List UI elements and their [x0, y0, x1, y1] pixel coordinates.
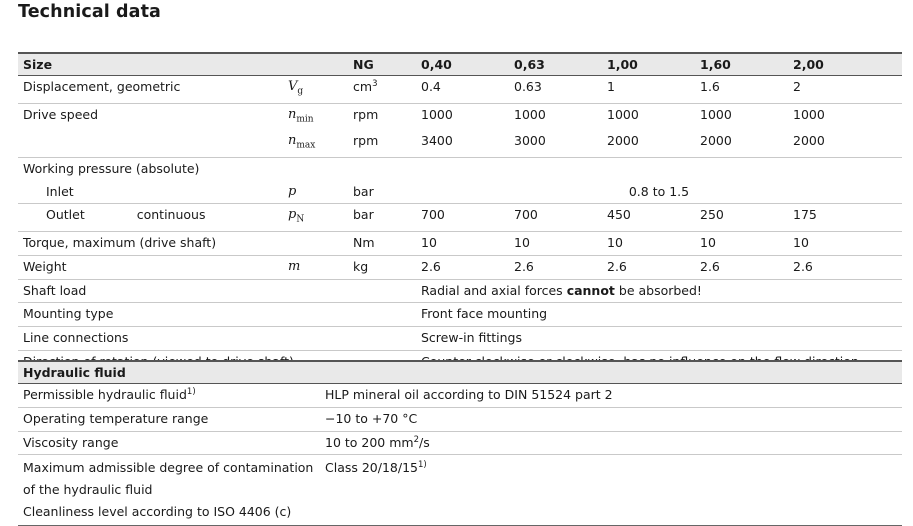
- row-label: Displacement, geometric: [18, 76, 283, 104]
- cell-value: 10: [695, 231, 788, 255]
- symbol: $n_{max}$: [283, 130, 348, 157]
- cell-value: 10: [602, 231, 695, 255]
- unit: Nm: [348, 231, 416, 255]
- cell-value: 0.8 to 1.5: [416, 181, 902, 204]
- symbol: p: [283, 181, 348, 204]
- drive-speed-max-row: [18, 130, 902, 157]
- cell-value: 3000: [509, 130, 602, 157]
- cell-value: 450: [602, 204, 695, 232]
- cell-value: 10: [416, 231, 509, 255]
- hydraulic-fluid-header-row: [18, 361, 902, 384]
- size-column: 1,60: [695, 53, 788, 76]
- row-label: Mounting type: [18, 303, 416, 327]
- size-column: 0,63: [509, 53, 602, 76]
- cell-value: 3400: [416, 130, 509, 157]
- connections-row: [18, 327, 902, 351]
- cell-value: 0.4: [416, 76, 509, 104]
- cell-value: 1000: [700, 106, 732, 122]
- ng-label: NG: [348, 53, 416, 76]
- cell-value: −10 to +70 °C: [320, 407, 902, 431]
- cell-value: HLP mineral oil according to DIN 51524 part 2: [320, 384, 902, 408]
- row-label: Working pressure (absolute): [23, 160, 200, 176]
- cell-value: Front face mounting: [416, 303, 902, 327]
- cell-value: Radial and axial forces cannot be absorbed!: [416, 279, 902, 303]
- cell-value: 2.6: [695, 255, 788, 279]
- unit: kg: [348, 255, 416, 279]
- row-label: Maximum admissible degree of contamination of the hydraulic fluid Cleanliness level according to ISO 4406 (c): [18, 455, 320, 526]
- cell-value: 10: [788, 231, 902, 255]
- cell-value: 2.6: [788, 255, 902, 279]
- size-column: 1,00: [602, 53, 695, 76]
- cell-value: 250: [695, 204, 788, 232]
- cell-value: 2000: [695, 130, 788, 157]
- unit: $cm^3$: [348, 76, 416, 104]
- row-label: Outlet continuous: [18, 204, 283, 232]
- row-label: Torque, maximum (drive shaft): [18, 231, 283, 255]
- cell-value: 1000: [421, 106, 453, 122]
- unit: bar: [348, 181, 416, 204]
- row-label: Permissible hydraulic fluid$^{1)}$: [18, 384, 320, 408]
- cell-value: 700: [509, 204, 602, 232]
- technical-data-table: [18, 52, 902, 375]
- cell-value: 2.6: [509, 255, 602, 279]
- working-pressure-row: [18, 157, 902, 180]
- cell-value: 0.63: [509, 76, 602, 104]
- cell-value: 1000: [607, 106, 639, 122]
- row-label: Operating temperature range: [18, 407, 320, 431]
- symbol: $p_N$: [283, 204, 348, 232]
- cell-value: Class 20/18/15$^{1)}$: [320, 455, 902, 526]
- cell-value: 10 to 200 $mm^2/s$: [320, 431, 902, 455]
- fluid-row: [18, 384, 902, 408]
- viscosity-row: [18, 431, 902, 455]
- symbol: $V_g$: [283, 76, 348, 104]
- size-label: Size: [18, 53, 283, 76]
- inlet-row: [18, 181, 902, 204]
- row-label: Shaft load: [18, 279, 416, 303]
- cell-value: 2.6: [602, 255, 695, 279]
- cell-value: Screw-in fittings: [416, 327, 902, 351]
- cell-value: 10: [509, 231, 602, 255]
- unit: rpm: [353, 106, 379, 122]
- size-header-row: [18, 53, 902, 76]
- cell-value: 1000: [514, 106, 546, 122]
- symbol: m: [283, 255, 348, 279]
- drive-speed-min-row: [18, 103, 902, 130]
- mounting-row: [18, 303, 902, 327]
- row-label: Weight: [18, 255, 283, 279]
- section-title: Hydraulic fluid: [18, 361, 902, 384]
- contamination-row: [18, 455, 902, 526]
- cell-value: 1000: [793, 106, 825, 122]
- cell-value: 2000: [788, 130, 902, 157]
- symbol: $n_{min}$: [288, 106, 314, 125]
- cell-value: 2000: [602, 130, 695, 157]
- weight-row: [18, 255, 902, 279]
- cell-value: 175: [788, 204, 902, 232]
- hydraulic-fluid-table: [18, 360, 902, 526]
- cell-value: 2.6: [416, 255, 509, 279]
- cell-value: 700: [416, 204, 509, 232]
- size-column: 2,00: [788, 53, 902, 76]
- page-title: Technical data: [18, 2, 161, 22]
- displacement-row: [18, 76, 902, 104]
- cell-value: 2: [788, 76, 902, 104]
- row-label: Line connections: [18, 327, 416, 351]
- torque-row: [18, 231, 902, 255]
- size-column: 0,40: [416, 53, 509, 76]
- cell-value: 1: [602, 76, 695, 104]
- unit: rpm: [348, 130, 416, 157]
- outlet-row: [18, 204, 902, 232]
- row-label: Inlet: [18, 181, 283, 204]
- cell-value: 1.6: [695, 76, 788, 104]
- row-label: Drive speed: [23, 106, 99, 122]
- temperature-row: [18, 407, 902, 431]
- shaft-load-row: [18, 279, 902, 303]
- unit: bar: [348, 204, 416, 232]
- row-label: Viscosity range: [18, 431, 320, 455]
